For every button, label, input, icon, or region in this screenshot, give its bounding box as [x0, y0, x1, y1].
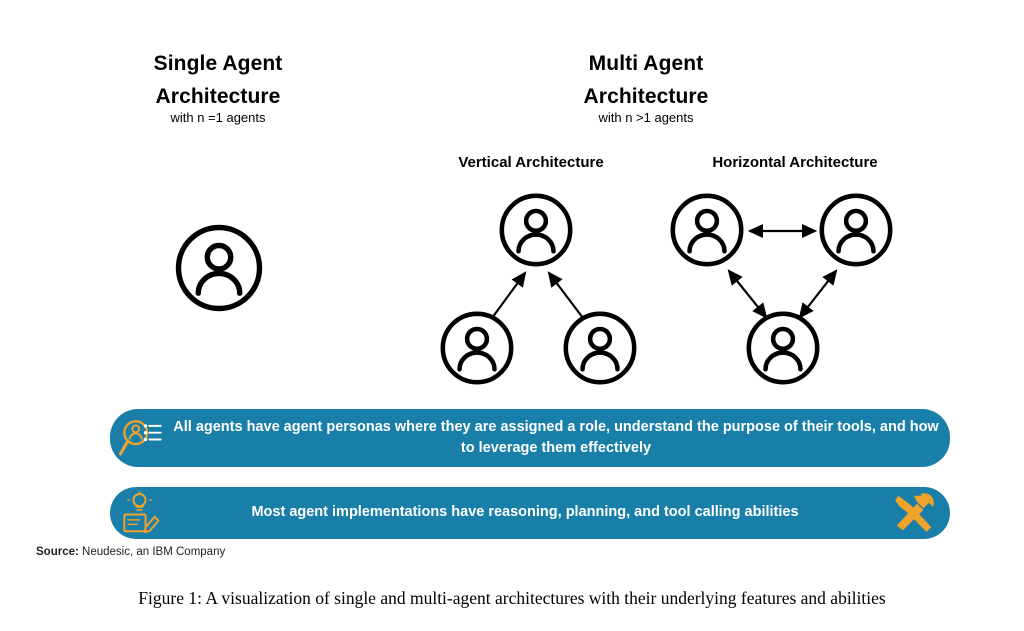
- agent-icon-vertical-bottom-left: [439, 310, 515, 386]
- single-agent-subtitle: with n =1 agents: [170, 110, 266, 125]
- hammer-wrench-icon: [878, 491, 950, 535]
- single-agent-title-line2: Architecture: [155, 84, 281, 108]
- multi-agent-title: [546, 48, 746, 113]
- multi-agent-subtitle: with n >1 agents: [598, 110, 694, 125]
- agent-icon-single: [174, 223, 264, 313]
- agent-icon-vertical-bottom-right: [562, 310, 638, 386]
- figure-caption: Figure 1: A visualization of single and multi-agent architectures with their underlying features and abilities: [138, 588, 886, 608]
- horizontal-architecture-label: Horizontal Architecture: [712, 154, 878, 171]
- source-line: [36, 546, 225, 558]
- magnifier-persona-icon: [110, 416, 172, 460]
- source-label: Source:: [36, 546, 79, 558]
- multi-agent-title-line2: Architecture: [583, 84, 709, 108]
- agent-icon-horizontal-bottom: [745, 310, 821, 386]
- vertical-architecture-label: Vertical Architecture: [458, 154, 604, 171]
- multi-agent-title-line1: Multi Agent: [588, 52, 704, 75]
- banner-agent-abilities: [110, 487, 950, 539]
- agent-icon-horizontal-top-right: [818, 192, 894, 268]
- agent-icon-vertical-top: [498, 192, 574, 268]
- lightbulb-notepad-icon: [110, 491, 172, 535]
- agent-icon-horizontal-top-left: [669, 192, 745, 268]
- banner-2-text: Most agent implementations have reasoning, planning, and tool calling abilities: [251, 504, 799, 521]
- banner-agent-personas: [110, 409, 950, 467]
- source-value: Neudesic, an IBM Company: [82, 546, 226, 558]
- banner-1-text: All agents have agent personas where they are assigned a role, understand the purpose of their tools, and how to leverage them effectively: [173, 418, 939, 456]
- single-agent-title: [120, 48, 316, 113]
- single-agent-title-line1: Single Agent: [153, 52, 283, 75]
